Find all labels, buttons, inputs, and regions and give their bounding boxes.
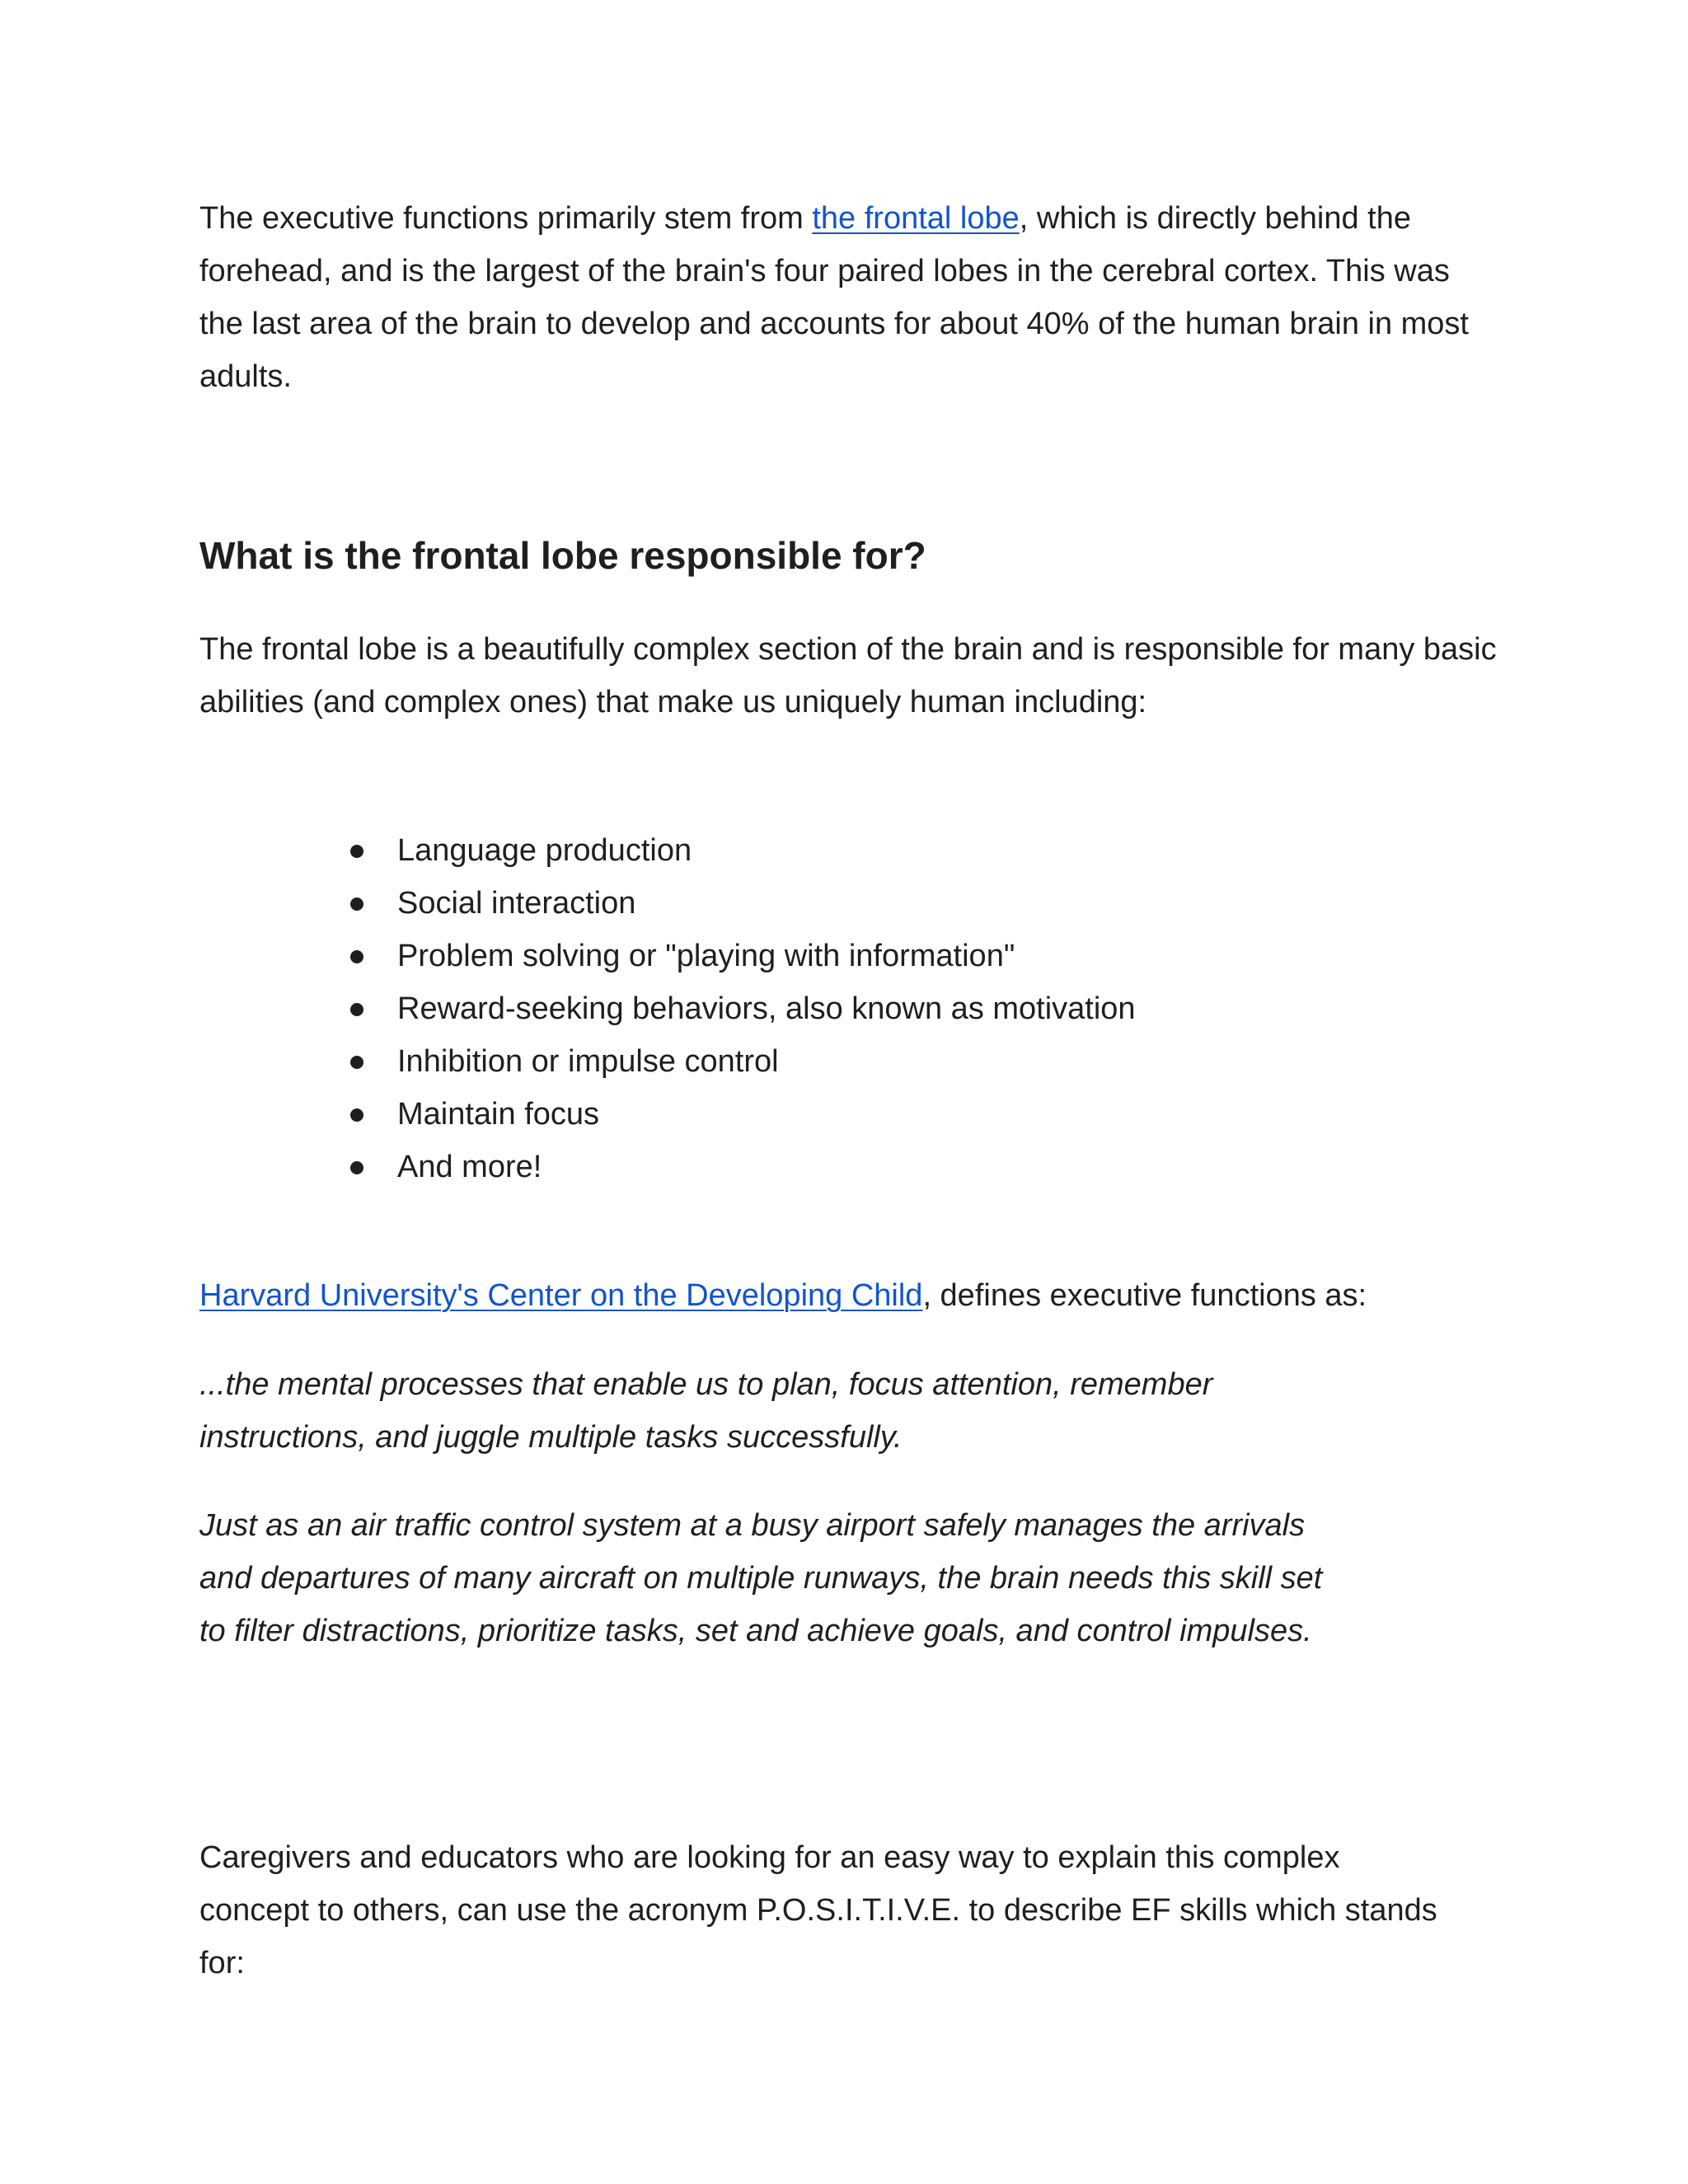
list-item-text: Language production xyxy=(397,833,692,868)
list-item-text: Inhibition or impulse control xyxy=(397,1044,779,1079)
frontal-lobe-paragraph: The frontal lobe is a beautifully complex section of the brain and is responsible for many basic abilities (and complex ones) that make us uniquely human including: xyxy=(199,632,1497,719)
frontal-lobe-link[interactable]: the frontal lobe xyxy=(812,201,1020,236)
closing-paragraph: Caregivers and educators who are looking for an easy way to explain this complex concept to others, can use the acronym P.O.S.I.T.I.V.E. to describe EF skills which stands for: xyxy=(199,1840,1437,1980)
bullet-icon xyxy=(350,950,363,963)
section-heading: What is the frontal lobe responsible for? xyxy=(199,534,926,577)
bullet-icon xyxy=(350,1003,363,1016)
list-item xyxy=(199,1141,1436,1193)
intro-paragraph xyxy=(199,192,1502,403)
list-item-text: Problem solving or "playing with information" xyxy=(397,939,1015,973)
list-item xyxy=(199,930,1436,982)
list-item xyxy=(199,1088,1436,1141)
list-item-text: Social interaction xyxy=(397,886,636,921)
bullet-icon xyxy=(350,1108,363,1122)
harvard-paragraph xyxy=(199,1269,1502,1322)
list-item-text: Reward-seeking behaviors, also known as motivation xyxy=(397,991,1136,1026)
abilities-list xyxy=(199,824,1436,1193)
intro-text-before-link: The executive functions primarily stem from xyxy=(199,201,813,236)
list-item xyxy=(199,824,1436,877)
bullet-icon xyxy=(350,1056,363,1069)
list-item xyxy=(199,982,1436,1035)
quote-paragraph-1: ...the mental processes that enable us to plan, focus attention, remember instructions, and juggle multiple tasks successfully. xyxy=(199,1367,1213,1455)
list-item-text: And more! xyxy=(397,1150,542,1184)
bullet-icon xyxy=(350,845,363,858)
bullet-icon xyxy=(350,898,363,911)
list-item xyxy=(199,1035,1436,1088)
list-item xyxy=(199,877,1436,930)
intro-text-after-link: , which is directly behind the forehead, and is the largest of the brain's four paired lobes in the cerebral cortex. This was the last area of the brain to develop and accounts for about 40% of the human brain in most adults. xyxy=(199,201,1469,394)
harvard-text-after-link: , defines executive functions as: xyxy=(922,1278,1367,1313)
harvard-center-link[interactable]: Harvard University's Center on the Developing Child xyxy=(199,1278,923,1313)
bullet-icon xyxy=(350,1161,363,1174)
quote-paragraph-2: Just as an air traffic control system at a busy airport safely manages the arrivals and departures of many aircraft on multiple runways, the brain needs this skill set to filter distractions, prioritize tasks, set and achieve goals, and control impulses. xyxy=(199,1508,1323,1648)
list-item-text: Maintain focus xyxy=(397,1097,600,1132)
